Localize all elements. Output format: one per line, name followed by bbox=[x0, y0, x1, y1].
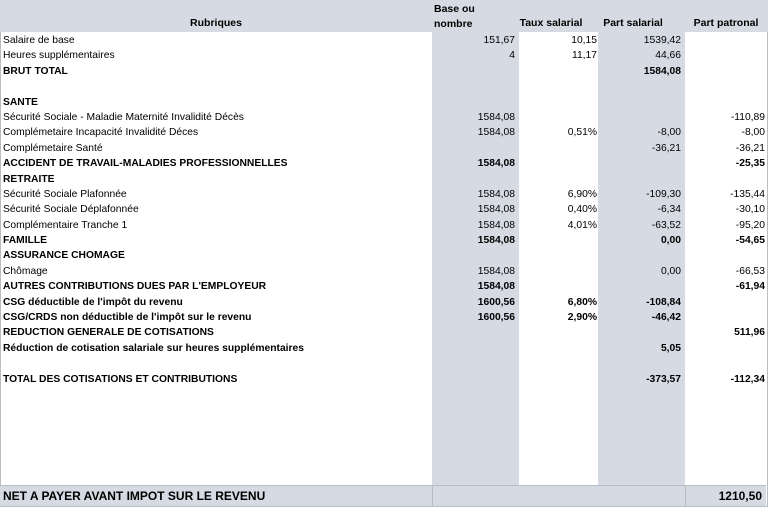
header-part-salarial: Part salarial bbox=[603, 17, 663, 29]
table-row bbox=[0, 372, 768, 387]
row-label: RETRAITE bbox=[3, 173, 55, 185]
row-taux: 0,51% bbox=[567, 127, 597, 139]
row-taux: 0,40% bbox=[567, 204, 597, 216]
header-rubriques: Rubriques bbox=[190, 17, 242, 29]
table-row bbox=[0, 156, 768, 171]
row-part-salarial: -36,21 bbox=[651, 142, 681, 154]
row-part-salarial: -63,52 bbox=[651, 219, 681, 231]
row-part-patronal: 511,96 bbox=[734, 327, 765, 339]
row-label: ASSURANCE CHOMAGE bbox=[3, 250, 125, 262]
table-row bbox=[0, 110, 768, 125]
table-row bbox=[0, 33, 768, 48]
row-part-salarial: -373,57 bbox=[646, 373, 681, 385]
table-row bbox=[0, 295, 768, 310]
row-label: Sécurité Sociale Déplafonnée bbox=[3, 204, 139, 216]
row-part-patronal: -8,00 bbox=[741, 127, 765, 139]
table-row bbox=[0, 125, 768, 140]
row-part-salarial: -46,42 bbox=[651, 312, 681, 324]
footer-divider-left bbox=[432, 485, 433, 506]
cotisations-table bbox=[0, 33, 768, 387]
row-base: 1584,08 bbox=[477, 111, 515, 123]
row-part-salarial: 1584,08 bbox=[643, 65, 681, 77]
row-part-patronal: -135,44 bbox=[730, 188, 765, 200]
header-base-line1: Base ou bbox=[434, 3, 475, 15]
table-row bbox=[0, 248, 768, 263]
row-part-salarial: 0,00 bbox=[660, 265, 681, 277]
row-part-patronal: -30,10 bbox=[735, 204, 765, 216]
row-taux: 6,80% bbox=[567, 296, 597, 308]
row-base: 4 bbox=[509, 50, 515, 62]
row-part-patronal: -61,94 bbox=[735, 281, 765, 293]
net-a-payer-bar bbox=[0, 485, 766, 506]
table-row bbox=[0, 356, 768, 371]
table-row bbox=[0, 141, 768, 156]
row-label: Complémetaire Santé bbox=[3, 142, 103, 154]
table-row bbox=[0, 79, 768, 94]
row-part-salarial: 44,66 bbox=[655, 50, 681, 62]
table-row bbox=[0, 218, 768, 233]
row-base: 1584,08 bbox=[477, 235, 515, 247]
row-label: SANTE bbox=[3, 96, 38, 108]
table-row bbox=[0, 95, 768, 110]
row-label: BRUT TOTAL bbox=[3, 65, 68, 77]
row-base: 1584,08 bbox=[477, 204, 515, 216]
row-base: 1584,08 bbox=[477, 188, 515, 200]
table-row bbox=[0, 310, 768, 325]
row-part-salarial: 5,05 bbox=[660, 342, 681, 354]
row-label: Heures supplémentaires bbox=[3, 50, 115, 62]
row-part-salarial: -6,34 bbox=[657, 204, 681, 216]
row-label: Réduction de cotisation salariale sur heures supplémentaires bbox=[3, 342, 304, 354]
row-base: 1584,08 bbox=[477, 127, 515, 139]
row-base: 1600,56 bbox=[477, 296, 515, 308]
table-row bbox=[0, 172, 768, 187]
header-taux: Taux salarial bbox=[519, 17, 583, 29]
net-a-payer-value: 1210,50 bbox=[718, 489, 762, 503]
table-row bbox=[0, 64, 768, 79]
row-label: REDUCTION GENERALE DE COTISATIONS bbox=[3, 327, 214, 339]
row-base: 1584,08 bbox=[477, 265, 515, 277]
table-row bbox=[0, 341, 768, 356]
row-label: ACCIDENT DE TRAVAIL-MALADIES PROFESSIONNELLES bbox=[3, 158, 288, 170]
row-label: Salaire de base bbox=[3, 35, 75, 46]
row-part-patronal: -36,21 bbox=[735, 142, 765, 154]
row-label: Sécurité Sociale Plafonnée bbox=[3, 188, 127, 200]
row-part-patronal: -110,89 bbox=[730, 111, 765, 123]
row-base: 151,67 bbox=[483, 35, 515, 46]
row-label: Complémetaire Incapacité Invalidité Déces bbox=[3, 127, 199, 139]
header-base bbox=[432, 2, 480, 32]
row-label: TOTAL DES COTISATIONS ET CONTRIBUTIONS bbox=[3, 373, 238, 385]
row-base: 1584,08 bbox=[477, 281, 515, 293]
table-row bbox=[0, 202, 768, 217]
row-part-patronal: -54,65 bbox=[735, 235, 765, 247]
row-base: 1584,08 bbox=[477, 219, 515, 231]
table-row bbox=[0, 233, 768, 248]
row-part-patronal: -25,35 bbox=[735, 158, 765, 170]
table-row bbox=[0, 48, 768, 63]
net-a-payer-label: NET A PAYER AVANT IMPOT SUR LE REVENU bbox=[3, 489, 266, 503]
row-part-salarial: 1539,42 bbox=[643, 35, 681, 46]
row-part-salarial: 0,00 bbox=[660, 235, 681, 247]
row-taux: 10,15 bbox=[571, 35, 597, 46]
row-part-patronal: -112,34 bbox=[730, 373, 765, 385]
header-base-line2: nombre bbox=[434, 18, 473, 30]
row-label: Sécurité Sociale - Maladie Maternité Invalidité Décès bbox=[3, 111, 244, 123]
row-base: 1600,56 bbox=[477, 312, 515, 324]
row-base: 1584,08 bbox=[477, 158, 515, 170]
table-row bbox=[0, 187, 768, 202]
row-part-salarial: -8,00 bbox=[657, 127, 681, 139]
table-row bbox=[0, 325, 768, 340]
row-label: Chômage bbox=[3, 265, 48, 277]
row-part-patronal: -66,53 bbox=[735, 265, 765, 277]
row-taux: 4,01% bbox=[567, 219, 597, 231]
row-taux: 6,90% bbox=[567, 188, 597, 200]
footer-divider-right bbox=[685, 485, 686, 506]
row-label: FAMILLE bbox=[3, 235, 48, 247]
row-part-salarial: -108,84 bbox=[646, 296, 681, 308]
row-label: CSG/CRDS non déductible de l'impôt sur le revenu bbox=[3, 312, 252, 324]
row-label: CSG déductible de l'impôt du revenu bbox=[3, 296, 183, 308]
table-row bbox=[0, 279, 768, 294]
row-label: AUTRES CONTRIBUTIONS DUES PAR L'EMPLOYEUR bbox=[3, 281, 267, 293]
row-part-salarial: -109,30 bbox=[646, 188, 681, 200]
header-part-patronal: Part patronal bbox=[693, 17, 759, 29]
row-part-patronal: -95,20 bbox=[735, 219, 765, 231]
row-taux: 11,17 bbox=[571, 50, 597, 62]
row-label: Complémentaire Tranche 1 bbox=[3, 219, 128, 231]
table-row bbox=[0, 264, 768, 279]
row-taux: 2,90% bbox=[567, 312, 597, 324]
